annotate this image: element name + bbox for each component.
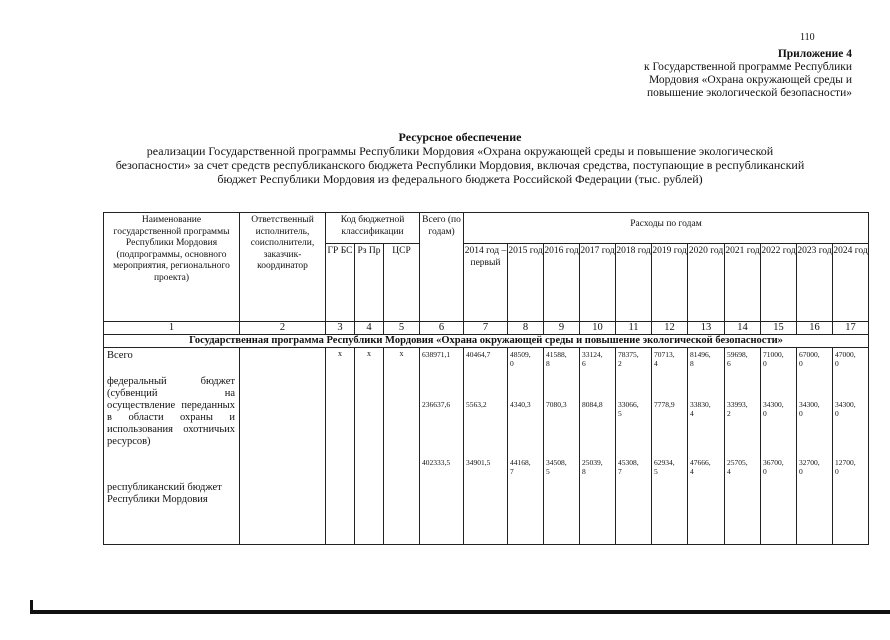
year-value: 59698, 6	[727, 350, 748, 368]
year-value-cell	[580, 348, 616, 545]
year-value: 70713, 4	[654, 350, 675, 368]
heading-line: бюджет Республики Мордовия из федерального бюджета Российской Федерации (тыс. рублей)	[217, 172, 703, 186]
row-label: федеральный бюджет (субвенций на осуществление переданных в области охраны и использования охотничьих ресурсов)	[107, 376, 235, 447]
year-header: 2017 год	[580, 244, 616, 322]
col-header-budget-code: Код бюджетной классификации	[326, 213, 420, 244]
column-number: 8	[508, 322, 544, 335]
col-header-name: Наименование государственной программы Республики Мордовия (подпрограммы, основного мероприятия, регионального проекта)	[104, 213, 240, 322]
total-cell	[420, 348, 464, 545]
year-header: 2014 год – первый	[464, 244, 508, 322]
year-value-cell	[508, 348, 544, 545]
column-number: 7	[464, 322, 508, 335]
year-value: 81496, 8	[690, 350, 711, 368]
year-header: 2023 год	[797, 244, 833, 322]
year-header: 2019 год	[652, 244, 688, 322]
year-value-cell	[833, 348, 869, 545]
year-header: 2022 год	[761, 244, 797, 322]
year-value: 5563,2	[466, 400, 487, 409]
page-edge	[30, 600, 33, 614]
year-value: 36700, 0	[763, 458, 784, 476]
year-value: 40464,7	[466, 350, 491, 359]
year-value: 78375, 2	[618, 350, 639, 368]
heading-title: Ресурсное обеспечение	[398, 130, 522, 144]
heading-line: реализации Государственной программы Республики Мордовия «Охрана окружающей среды и повышение экологической	[146, 144, 774, 158]
column-number: 16	[797, 322, 833, 335]
column-number: 1	[104, 322, 240, 335]
column-number: 3	[326, 322, 355, 335]
year-value: 25705, 4	[727, 458, 748, 476]
year-value: 25039, 8	[582, 458, 603, 476]
year-value: 45308, 7	[618, 458, 639, 476]
column-number: 5	[384, 322, 420, 335]
appendix-block	[602, 48, 852, 100]
column-number: 12	[652, 322, 688, 335]
column-number: 2	[240, 322, 326, 335]
year-value-cell	[616, 348, 652, 545]
year-value-cell	[464, 348, 508, 545]
appendix-title: Приложение 4	[777, 48, 852, 60]
year-value: 32700, 0	[799, 458, 820, 476]
year-value-cell	[761, 348, 797, 545]
column-number: 13	[688, 322, 725, 335]
appendix-line: Мордовия «Охрана окружающей среды и	[648, 74, 852, 86]
year-value-cell	[688, 348, 725, 545]
year-value-cell	[725, 348, 761, 545]
year-value: 47000, 0	[835, 350, 856, 368]
year-value: 8084,8	[582, 400, 603, 409]
mark-x: х	[367, 349, 371, 358]
csr-cell	[384, 348, 420, 545]
year-value: 34508, 5	[546, 458, 567, 476]
year-value: 33830, 4	[690, 400, 711, 418]
grbs-cell	[326, 348, 355, 545]
column-number: 15	[761, 322, 797, 335]
program-title-row: Государственная программа Республики Мордовия «Охрана окружающей среды и повышение экологической безопасности»	[104, 335, 869, 348]
year-value: 44168, 7	[510, 458, 531, 476]
year-value: 62934, 5	[654, 458, 675, 476]
column-number: 11	[616, 322, 652, 335]
column-number: 10	[580, 322, 616, 335]
year-value: 34300, 0	[763, 400, 784, 418]
year-header: 2024 год	[833, 244, 869, 322]
total-value: 236637,6	[422, 400, 451, 409]
year-header: 2021 год	[725, 244, 761, 322]
resource-table	[103, 212, 869, 545]
responsible-cell	[240, 348, 326, 545]
column-number: 6	[420, 322, 464, 335]
year-value-cell	[652, 348, 688, 545]
appendix-line: к Государственной программе Республики	[644, 61, 852, 73]
column-number-row	[104, 322, 869, 335]
page-edge	[30, 610, 890, 614]
year-value: 34300, 0	[835, 400, 856, 418]
column-number: 14	[725, 322, 761, 335]
row-label-cell	[104, 348, 240, 545]
year-value: 4340,3	[510, 400, 531, 409]
year-header: 2020 год	[688, 244, 725, 322]
rzpr-cell	[355, 348, 384, 545]
column-number: 4	[355, 322, 384, 335]
document-heading	[100, 130, 820, 186]
mark-x: х	[338, 349, 342, 358]
year-value: 7778,9	[654, 400, 675, 409]
col-header-total: Всего (по годам)	[420, 213, 464, 322]
year-header: 2016 год	[544, 244, 580, 322]
appendix-line: повышение экологической безопасности»	[646, 87, 852, 99]
year-value: 33124, 6	[582, 350, 603, 368]
col-header-grbs: ГР БС	[326, 244, 355, 322]
year-value: 71000, 0	[763, 350, 784, 368]
col-header-responsible: Ответственный исполнитель, соисполнители, заказчик-координатор	[240, 213, 326, 322]
year-value: 34300, 0	[799, 400, 820, 418]
year-value: 7080,3	[546, 400, 567, 409]
row-label: Всего	[107, 350, 133, 361]
year-header: 2018 год	[616, 244, 652, 322]
col-header-csr: ЦСР	[384, 244, 420, 322]
row-label: республиканский бюджет Республики Мордовия	[107, 482, 222, 505]
year-value: 41588, 8	[546, 350, 567, 368]
year-value: 34901,5	[466, 458, 491, 467]
year-value-cell	[544, 348, 580, 545]
col-header-expenses: Расходы по годам	[464, 213, 869, 244]
year-value: 47666, 4	[690, 458, 711, 476]
year-value: 48509, 0	[510, 350, 531, 368]
column-number: 17	[833, 322, 869, 335]
table-body-row	[104, 348, 869, 545]
heading-line: безопасности» за счет средств республиканского бюджета Республики Мордовия, включая средства, поступающие в республиканский	[115, 158, 805, 172]
year-value: 67000, 0	[799, 350, 820, 368]
page-number: 110	[800, 32, 815, 43]
year-value: 33993, 2	[727, 400, 748, 418]
year-value: 33066, 5	[618, 400, 639, 418]
col-header-rzpr: Рз Пр	[355, 244, 384, 322]
year-header: 2015 год	[508, 244, 544, 322]
mark-x: х	[399, 349, 404, 358]
total-value: 638971,1	[422, 350, 451, 359]
year-value-cell	[797, 348, 833, 545]
year-value: 12700, 0	[835, 458, 856, 476]
column-number: 9	[544, 322, 580, 335]
total-value: 402333,5	[422, 458, 451, 467]
